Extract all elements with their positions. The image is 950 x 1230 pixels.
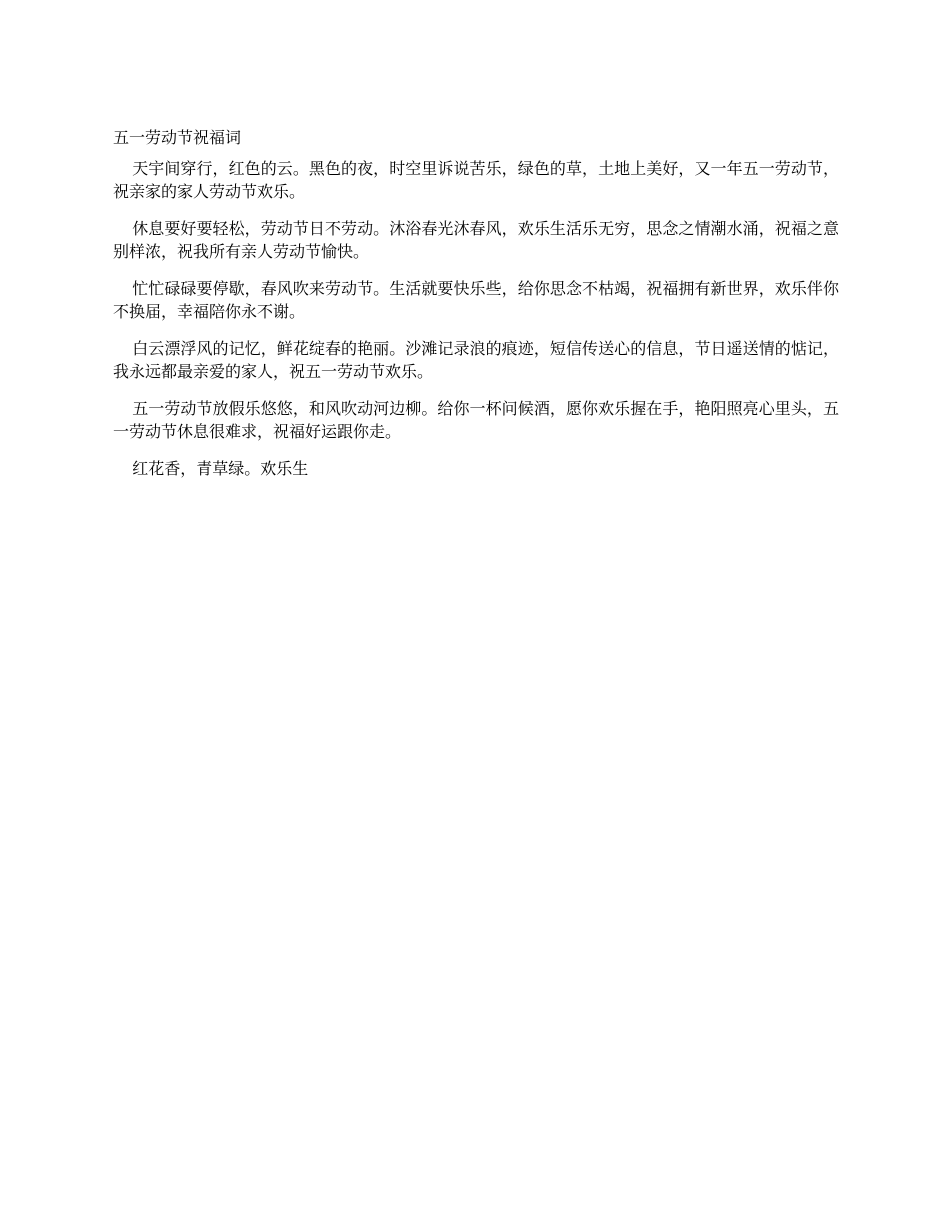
paragraph: 白云漂浮风的记忆，鲜花绽春的艳丽。沙滩记录浪的痕迹，短信传送心的信息，节日遥送情的惦记，我永远都最亲爱的家人，祝五一劳动节欢乐。: [113, 339, 839, 381]
paragraph: 休息要好要轻松，劳动节日不劳动。沐浴春光沐春风，欢乐生活乐无穷，思念之情潮水涌，祝福之意别样浓，祝我所有亲人劳动节愉快。: [113, 219, 839, 261]
paragraph: 忙忙碌碌要停歇，春风吹来劳动节。生活就要快乐些，给你思念不枯竭，祝福拥有新世界，欢乐伴你不换届，幸福陪你永不谢。: [113, 279, 839, 321]
paragraph: 天宇间穿行，红色的云。黑色的夜，时空里诉说苦乐，绿色的草，土地上美好，又一年五一劳动节，祝亲家的家人劳动节欢乐。: [113, 159, 839, 201]
paragraph: 红花香，青草绿。欢乐生: [132, 459, 309, 478]
paragraph: 五一劳动节放假乐悠悠，和风吹动河边柳。给你一杯问候酒，愿你欢乐握在手，艳阳照亮心里头，五一劳动节休息很难求，祝福好运跟你走。: [113, 399, 839, 441]
document-title: 五一劳动节祝福词: [113, 128, 242, 147]
document-body: [113, 126, 839, 494]
